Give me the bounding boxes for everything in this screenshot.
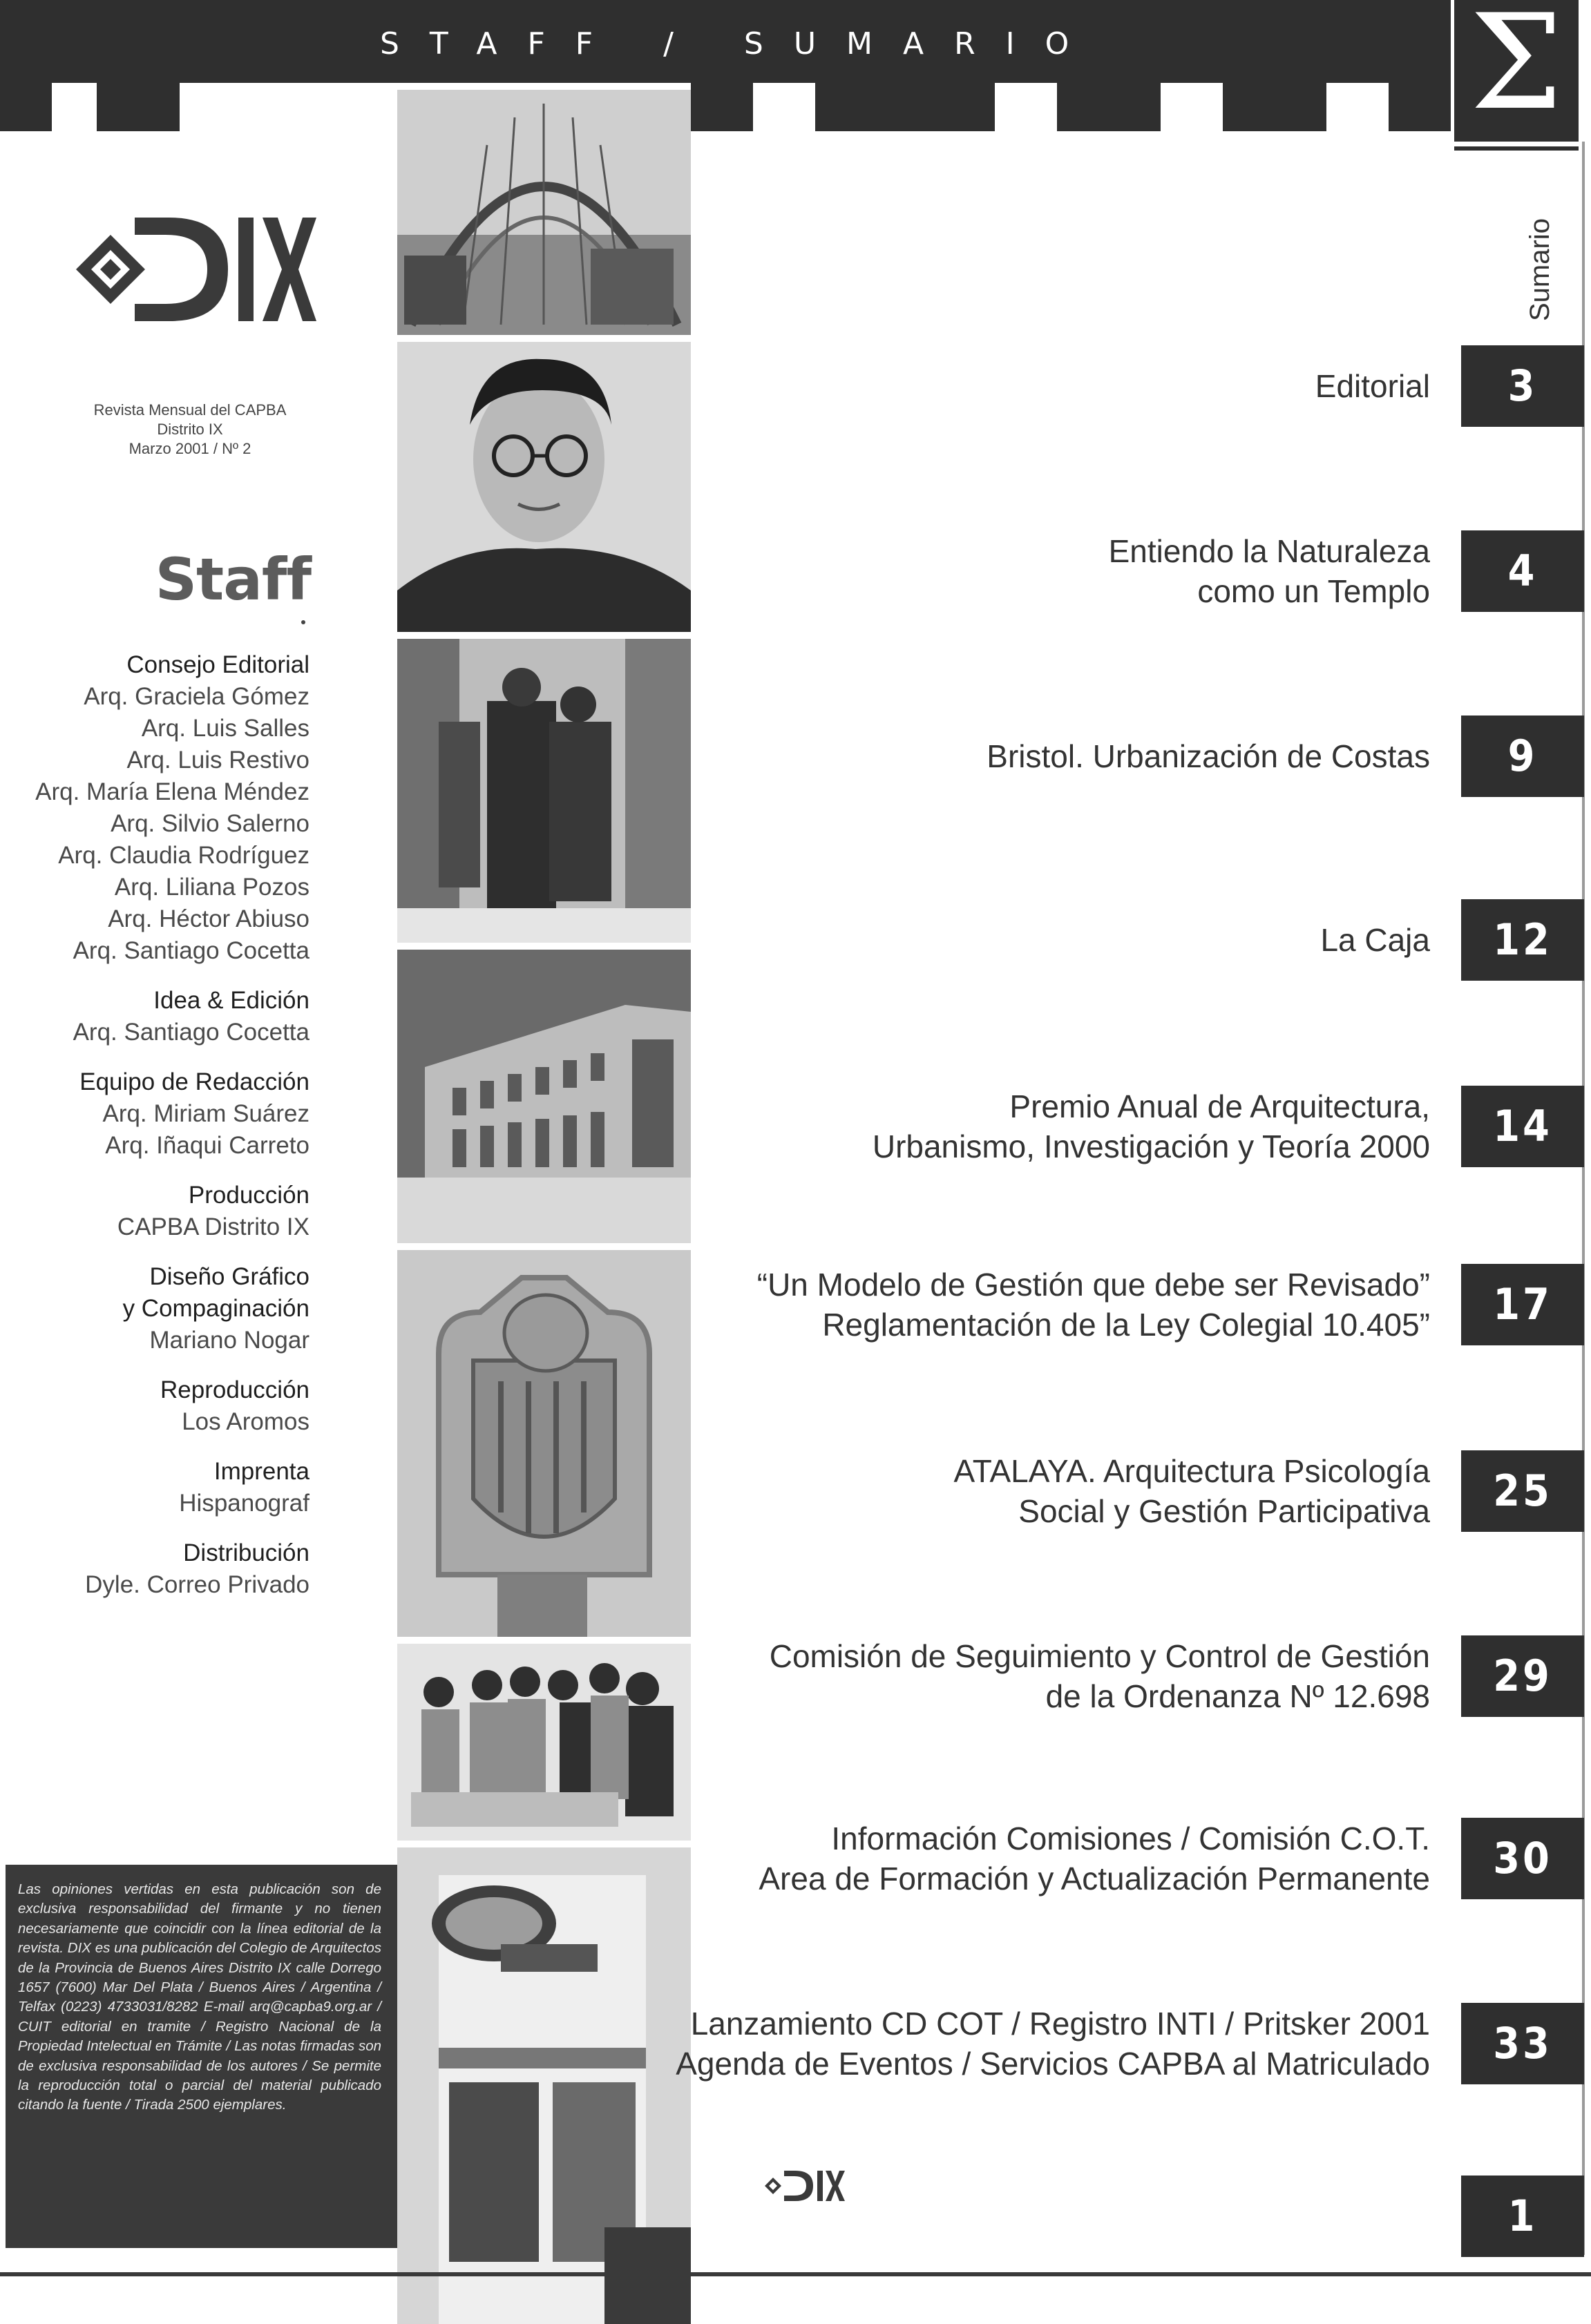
- contents-entry-line: La Caja: [1320, 922, 1430, 958]
- side-label-text: Sumario: [1525, 218, 1555, 321]
- contents-entry-line: de la Ordenanza Nº 12.698: [1045, 1678, 1430, 1714]
- masthead-line: Revista Mensual del CAPBA: [93, 401, 287, 419]
- banner-title: STAFF / SUMARIO: [380, 26, 1100, 61]
- contents-entry-line: Editorial: [1315, 368, 1430, 404]
- staff-heading: Reproducción: [160, 1376, 309, 1403]
- staff-name: Arq. Claudia Rodríguez: [58, 842, 309, 869]
- staff-name: Arq. Héctor Abiuso: [108, 905, 309, 932]
- contents-entry-title: [676, 2004, 1430, 2084]
- folio-number: 1: [1461, 2176, 1584, 2257]
- staff-heading: Idea & Edición: [153, 987, 309, 1014]
- dix-footer-logo-icon: [763, 2165, 846, 2207]
- staff-heading: Equipo de Redacción: [79, 1068, 309, 1095]
- staff-name: Arq. Silvio Salerno: [111, 810, 309, 837]
- contents-entry-line: Reglamentación de la Ley Colegial 10.405”: [822, 1307, 1430, 1343]
- contents-page-number: 17: [1461, 1264, 1584, 1345]
- contents-entry-line: Entiendo la Naturaleza: [1108, 533, 1430, 569]
- sigma-icon: Σ: [1469, 0, 1563, 139]
- contents-page-number: 33: [1461, 2003, 1584, 2084]
- staff-name: Arq. Luis Restivo: [126, 747, 309, 774]
- contents-entry-line: ATALAYA. Arquitectura Psicología: [953, 1453, 1430, 1489]
- staff-name: Arq. Iñaqui Carreto: [105, 1132, 309, 1159]
- masthead-line: Marzo 2001 / Nº 2: [128, 440, 251, 457]
- staff-heading: Producción: [188, 1182, 309, 1209]
- contents-entry-line: Urbanismo, Investigación y Teoría 2000: [872, 1129, 1430, 1164]
- contents-page-number: 12: [1461, 899, 1584, 981]
- contents-page-number: 30: [1461, 1818, 1584, 1899]
- staff-name: Arq. María Elena Méndez: [35, 778, 309, 805]
- staff-heading: Distribución: [183, 1539, 309, 1566]
- staff-name: Arq. Miriam Suárez: [102, 1100, 309, 1127]
- contents-page-number: 29: [1461, 1635, 1584, 1717]
- contents-page-number: 3: [1461, 345, 1584, 427]
- contents-entry-title: [770, 1636, 1430, 1716]
- staff-name: Los Aromos: [182, 1408, 309, 1435]
- staff-title: Staff: [155, 546, 311, 613]
- staff-name: Arq. Luis Salles: [141, 715, 309, 742]
- staff-heading: Diseño Gráfico: [149, 1263, 309, 1290]
- contents-page-number: 4: [1461, 530, 1584, 612]
- contents-entry-line: Premio Anual de Arquitectura,: [1009, 1088, 1430, 1124]
- staff-name: Arq. Liliana Pozos: [114, 874, 309, 901]
- masthead-line: Distrito IX: [157, 421, 223, 438]
- staff-heading: y Compaginación: [122, 1295, 309, 1322]
- contents-entry-title: [759, 1818, 1430, 1899]
- contents-entry-line: Información Comisiones / Comisión C.O.T.: [831, 1821, 1430, 1856]
- staff-heading: Imprenta: [213, 1458, 309, 1485]
- contents-page-number: 9: [1461, 716, 1584, 797]
- disclaimer-text: Las opiniones vertidas en esta publicación son de exclusiva responsabilidad del firmante y no tienen necesariamente que coincidir con la línea editorial de la revista. DIX es una publicación del Colegio de Arquitectos de la Provincia de Buenos Aires Distrito IX calle Dorrego 1657 (7600) Mar Del Plata / Buenos Aires / Argentina / Telfax (0223) 4733031/8282 E-mail arq@capba9.org.ar / CUIT editorial en tramite / Registro Nacional de la Propiedad Intelectual en Trámite / Las notas firmadas son de exclusiva responsabilidad de los autores / Se permite la reproducción total o parcial del material publicado citando la fuente / Tirada 2500 ejemplares.: [18, 1881, 381, 2113]
- staff-name: Arq. Santiago Cocetta: [73, 937, 309, 964]
- contents-entry-line: Social y Gestión Participativa: [1018, 1493, 1430, 1529]
- staff-name: CAPBA Distrito IX: [117, 1213, 309, 1240]
- contents-page-number: 14: [1461, 1086, 1584, 1167]
- staff-name: Arq. Graciela Gómez: [84, 683, 309, 710]
- contents-page-number: 25: [1461, 1450, 1584, 1532]
- staff-name: Arq. Santiago Cocetta: [73, 1019, 309, 1046]
- bottom-rule: [0, 2272, 1591, 2276]
- staff-name: Dyle. Correo Privado: [85, 1571, 309, 1598]
- contents-entry-title: [987, 736, 1430, 776]
- contents-entry-line: Area de Formación y Actualización Permanente: [759, 1861, 1430, 1896]
- contents-entry-line: “Un Modelo de Gestión que debe ser Revisado”: [756, 1267, 1430, 1303]
- contents-entry-title: [954, 1451, 1430, 1531]
- contents-entry-title: [1315, 366, 1430, 406]
- contents-entry-title: [1109, 531, 1430, 611]
- staff-name: Hispanograf: [179, 1490, 309, 1517]
- contents-entry-title: [873, 1086, 1430, 1166]
- staff-heading: Consejo Editorial: [126, 651, 309, 678]
- contents-entry-line: Agenda de Eventos / Servicios CAPBA al Matriculado: [676, 2046, 1430, 2082]
- contents-entry-line: como un Templo: [1197, 573, 1430, 609]
- contents-entry-title: [1320, 920, 1430, 960]
- contents-entry-line: Comisión de Seguimiento y Control de Gestión: [769, 1638, 1430, 1674]
- contents-entry-title: [757, 1265, 1430, 1345]
- staff-name: Mariano Nogar: [149, 1327, 309, 1354]
- contents-entry-line: Bristol. Urbanización de Costas: [987, 738, 1430, 774]
- contents-entry-line: Lanzamiento CD COT / Registro INTI / Pritsker 2001: [690, 2006, 1430, 2042]
